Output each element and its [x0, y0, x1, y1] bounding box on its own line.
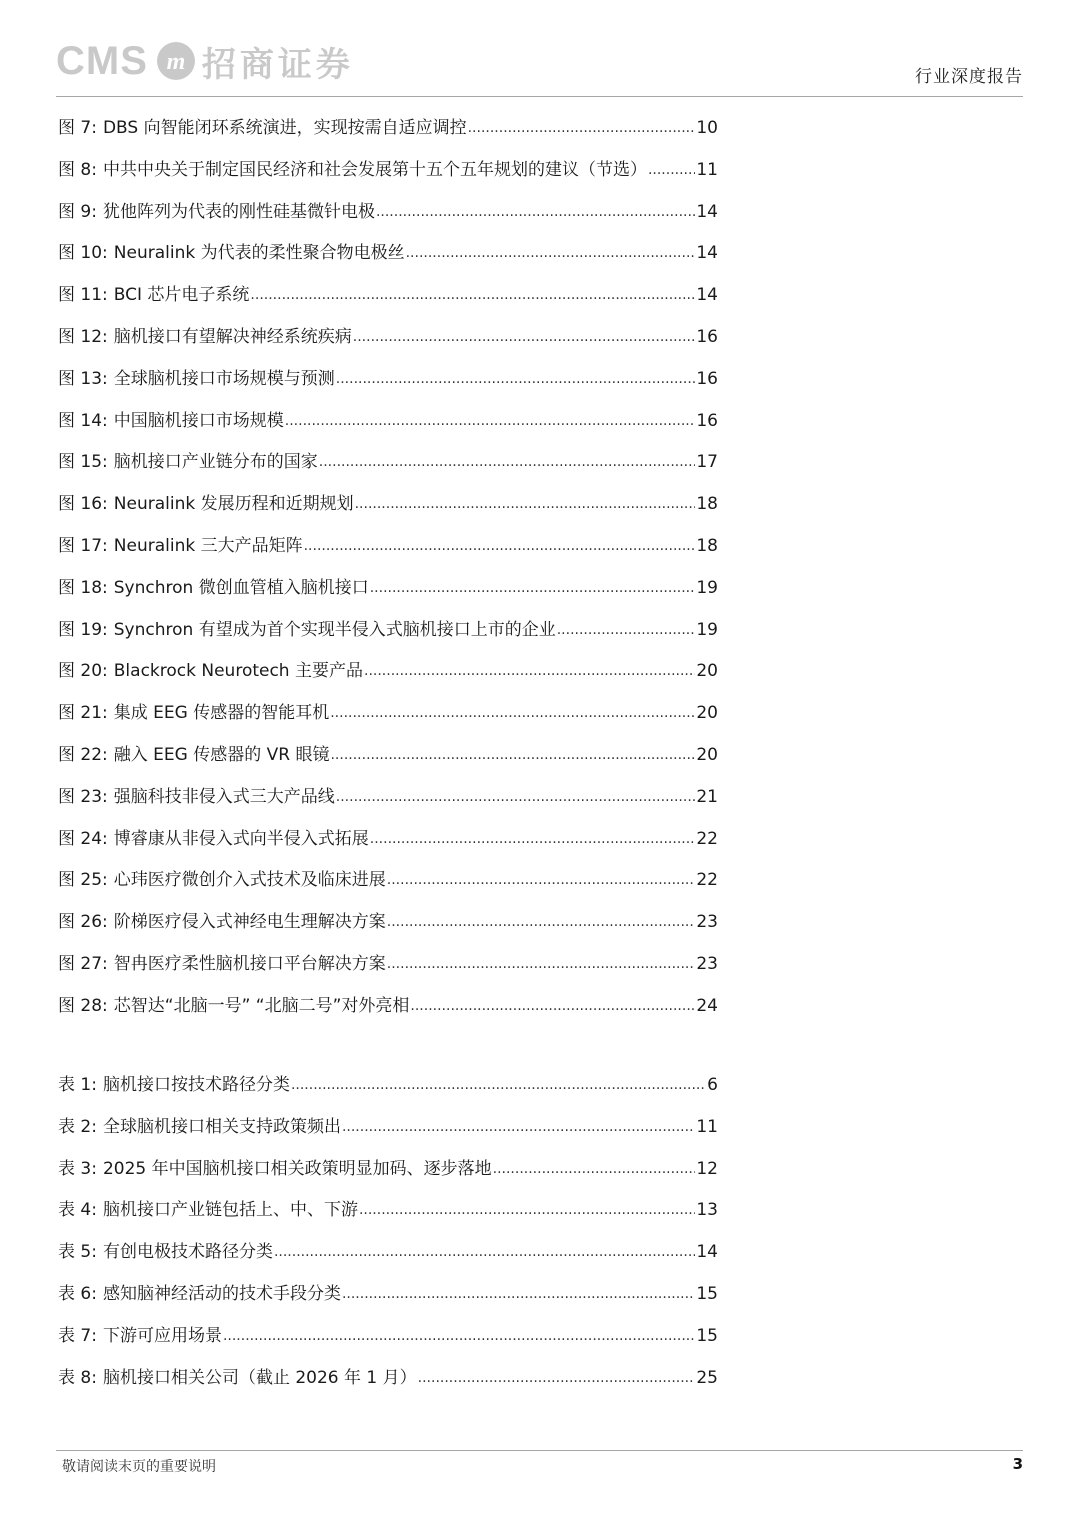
- entry-number: 表 8:: [58, 1367, 97, 1388]
- entry-number: 表 7:: [58, 1325, 97, 1346]
- entry-number: 表 3:: [58, 1158, 97, 1179]
- entry-page-number: 18: [696, 494, 718, 515]
- entry-page-number: 16: [696, 326, 718, 347]
- dot-leader: [223, 1316, 695, 1358]
- figure-index-entry[interactable]: [58, 275, 718, 317]
- entry-page-number: 25: [696, 1367, 718, 1388]
- entry-title: Neuralink 三大产品矩阵: [113, 535, 303, 556]
- entry-number: 图 27:: [58, 953, 108, 974]
- figure-index-entry[interactable]: [58, 568, 718, 610]
- entry-title: 中国脑机接口市场规模: [113, 410, 284, 431]
- dot-leader: [648, 150, 695, 192]
- entry-page-number: 21: [696, 786, 718, 807]
- dot-leader: [406, 233, 696, 275]
- entry-number: 表 1:: [58, 1075, 97, 1095]
- entry-title: 脑机接口有望解决神经系统疾病: [113, 326, 352, 347]
- dot-leader: [364, 651, 695, 693]
- entry-page-number: 22: [696, 870, 718, 891]
- entry-title: 下游可应用场景: [102, 1325, 222, 1346]
- entry-number: 图 7:: [58, 118, 97, 138]
- dot-leader: [387, 902, 696, 944]
- dot-leader: [355, 484, 696, 526]
- dot-leader: [291, 1065, 706, 1107]
- page-number: 3: [1012, 1455, 1023, 1473]
- entry-title: 中共中央关于制定国民经济和社会发展第十五个五年规划的建议（节选）: [102, 159, 647, 180]
- entry-page-number: 10: [696, 118, 718, 138]
- entry-number: 图 22:: [58, 744, 108, 765]
- dot-leader: [330, 735, 695, 777]
- dot-leader: [285, 401, 696, 443]
- entry-number: 图 8:: [58, 159, 97, 180]
- logo-emblem-icon: [156, 41, 196, 81]
- entry-title: 脑机接口产业链包括上、中、下游: [102, 1200, 358, 1221]
- entry-title: 集成 EEG 传感器的智能耳机: [113, 703, 330, 724]
- entry-title: 有创电极技术路径分类: [102, 1242, 273, 1263]
- entry-title: DBS 向智能闭环系统演进，实现按需自适应调控: [102, 118, 467, 138]
- entry-number: 图 16:: [58, 494, 108, 515]
- entry-page-number: 17: [696, 452, 718, 473]
- entry-number: 图 25:: [58, 870, 108, 891]
- entry-page-number: 14: [696, 243, 718, 264]
- figure-index-entry[interactable]: [58, 442, 718, 484]
- entry-title: 脑机接口产业链分布的国家: [113, 452, 318, 473]
- entry-page-number: 12: [696, 1158, 718, 1179]
- dot-leader: [557, 610, 696, 652]
- entry-number: 图 19:: [58, 619, 108, 640]
- entry-title: 芯智达“北脑一号” “北脑二号”对外亮相: [113, 995, 410, 1016]
- table-index-entry[interactable]: [58, 1190, 718, 1232]
- entry-page-number: 15: [696, 1283, 718, 1304]
- entry-number: 图 21:: [58, 703, 108, 724]
- entry-page-number: 23: [696, 912, 718, 933]
- entry-page-number: 11: [696, 159, 718, 180]
- entry-number: 图 9:: [58, 201, 97, 222]
- entry-number: 表 6:: [58, 1283, 97, 1304]
- figure-index-entry[interactable]: [58, 526, 718, 568]
- dot-leader: [387, 860, 696, 902]
- figure-index-entry[interactable]: [58, 819, 718, 861]
- entry-number: 图 20:: [58, 661, 108, 682]
- entry-title: Neuralink 发展历程和近期规划: [113, 494, 354, 515]
- figure-index-entry[interactable]: [58, 986, 718, 1028]
- dot-leader: [304, 526, 696, 568]
- entry-title: 2025 年中国脑机接口相关政策明显加码、逐步落地: [102, 1158, 492, 1179]
- entry-page-number: 20: [696, 744, 718, 765]
- entry-title: 脑机接口按技术路径分类: [102, 1075, 290, 1095]
- entry-page-number: 14: [696, 201, 718, 222]
- dot-leader: [336, 777, 696, 819]
- entry-page-number: 16: [696, 410, 718, 431]
- figure-index-entry[interactable]: [58, 233, 718, 275]
- figure-index-entry[interactable]: [58, 401, 718, 443]
- entry-page-number: 18: [696, 535, 718, 556]
- figure-index-entry[interactable]: [58, 484, 718, 526]
- table-index-list: [58, 1065, 718, 1399]
- entry-page-number: 11: [696, 1116, 718, 1137]
- entry-number: 图 26:: [58, 912, 108, 933]
- entry-title: Blackrock Neurotech 主要产品: [113, 661, 363, 682]
- entry-title: 博睿康从非侵入式向半侵入式拓展: [113, 828, 369, 849]
- entry-page-number: 20: [696, 703, 718, 724]
- table-index-entry[interactable]: [58, 1065, 718, 1107]
- dot-leader: [250, 275, 695, 317]
- entry-number: 图 17:: [58, 535, 108, 556]
- entry-title: 心玮医疗微创介入式技术及临床进展: [113, 870, 386, 891]
- table-index-entry[interactable]: [58, 1149, 718, 1191]
- company-logo: [56, 34, 354, 88]
- entry-page-number: 13: [696, 1200, 718, 1221]
- logo-emblem-text: m: [166, 49, 186, 75]
- dot-leader: [410, 986, 695, 1028]
- figure-index-entry[interactable]: [58, 735, 718, 777]
- figure-index-entry[interactable]: [58, 651, 718, 693]
- entry-number: 图 12:: [58, 326, 108, 347]
- table-index-entry[interactable]: [58, 1232, 718, 1274]
- entry-title: 全球脑机接口市场规模与预测: [113, 368, 335, 389]
- logo-text-cn: 招商证券: [201, 44, 354, 85]
- dot-leader: [370, 819, 696, 861]
- dot-leader: [418, 1358, 696, 1400]
- page-header: [0, 0, 1080, 98]
- dot-leader: [493, 1149, 696, 1191]
- figure-index-entry[interactable]: [58, 902, 718, 944]
- entry-number: 图 18:: [58, 577, 108, 598]
- entry-title: 感知脑神经活动的技术手段分类: [102, 1283, 341, 1304]
- entry-title: Neuralink 为代表的柔性聚合物电极丝: [113, 243, 405, 264]
- entry-number: 图 28:: [58, 995, 108, 1016]
- logo-text-latin: CMS: [56, 38, 148, 83]
- entry-title: 强脑科技非侵入式三大产品线: [113, 786, 335, 807]
- figure-index-entry[interactable]: [58, 944, 718, 986]
- entry-page-number: 6: [707, 1075, 718, 1095]
- footer-note: 敬请阅读末页的重要说明: [62, 1459, 216, 1475]
- dot-leader: [319, 442, 696, 484]
- entry-page-number: 16: [696, 368, 718, 389]
- dot-leader: [342, 1107, 695, 1149]
- entry-title: BCI 芯片电子系统: [113, 285, 250, 306]
- entry-page-number: 15: [696, 1325, 718, 1346]
- entry-page-number: 20: [696, 661, 718, 682]
- dot-leader: [336, 359, 696, 401]
- dot-leader: [376, 192, 695, 234]
- report-type-label: 行业深度报告: [915, 67, 1023, 87]
- entry-page-number: 14: [696, 285, 718, 306]
- figure-index-entry[interactable]: [58, 359, 718, 401]
- entry-page-number: 14: [696, 1242, 718, 1263]
- entry-number: 图 11:: [58, 285, 108, 306]
- dot-leader: [274, 1232, 695, 1274]
- entry-number: 表 4:: [58, 1200, 97, 1221]
- table-index-entry[interactable]: [58, 1107, 718, 1149]
- figure-index-list: [58, 108, 718, 1028]
- entry-page-number: 23: [696, 953, 718, 974]
- dot-leader: [370, 568, 696, 610]
- header-divider: [56, 96, 1023, 97]
- entry-title: 脑机接口相关公司（截止 2026 年 1 月）: [102, 1367, 417, 1388]
- dot-leader: [353, 317, 696, 359]
- table-index-entry[interactable]: [58, 1358, 718, 1400]
- dot-leader: [468, 108, 696, 150]
- entry-number: 表 2:: [58, 1116, 97, 1137]
- dot-leader: [387, 944, 696, 986]
- figure-index-entry[interactable]: [58, 192, 718, 234]
- footer-divider: [56, 1450, 1023, 1451]
- entry-page-number: 24: [696, 995, 718, 1016]
- figure-index-entry[interactable]: [58, 860, 718, 902]
- entry-page-number: 22: [696, 828, 718, 849]
- table-index-entry[interactable]: [58, 1316, 718, 1358]
- entry-title: Synchron 有望成为首个实现半侵入式脑机接口上市的企业: [113, 619, 556, 640]
- figure-index-entry[interactable]: [58, 108, 718, 150]
- entry-title: 犹他阵列为代表的刚性硅基微针电极: [102, 201, 375, 222]
- dot-leader: [359, 1190, 695, 1232]
- entry-number: 表 5:: [58, 1242, 97, 1263]
- entry-page-number: 19: [696, 577, 718, 598]
- entry-title: 阶梯医疗侵入式神经电生理解决方案: [113, 912, 386, 933]
- entry-number: 图 24:: [58, 828, 108, 849]
- figure-index-entry[interactable]: [58, 317, 718, 359]
- entry-number: 图 10:: [58, 243, 108, 264]
- entry-number: 图 13:: [58, 368, 108, 389]
- dot-leader: [342, 1274, 695, 1316]
- entry-number: 图 14:: [58, 410, 108, 431]
- figure-index-entry[interactable]: [58, 777, 718, 819]
- entry-title: Synchron 微创血管植入脑机接口: [113, 577, 369, 598]
- entry-number: 图 15:: [58, 452, 108, 473]
- entry-title: 智冉医疗柔性脑机接口平台解决方案: [113, 953, 386, 974]
- entry-number: 图 23:: [58, 786, 108, 807]
- entry-title: 全球脑机接口相关支持政策频出: [102, 1116, 341, 1137]
- table-index-entry[interactable]: [58, 1274, 718, 1316]
- entry-title: 融入 EEG 传感器的 VR 眼镜: [113, 744, 330, 765]
- figure-index-entry[interactable]: [58, 610, 718, 652]
- figure-index-entry[interactable]: [58, 693, 718, 735]
- entry-page-number: 19: [696, 619, 718, 640]
- figure-index-entry[interactable]: [58, 150, 718, 192]
- dot-leader: [330, 693, 695, 735]
